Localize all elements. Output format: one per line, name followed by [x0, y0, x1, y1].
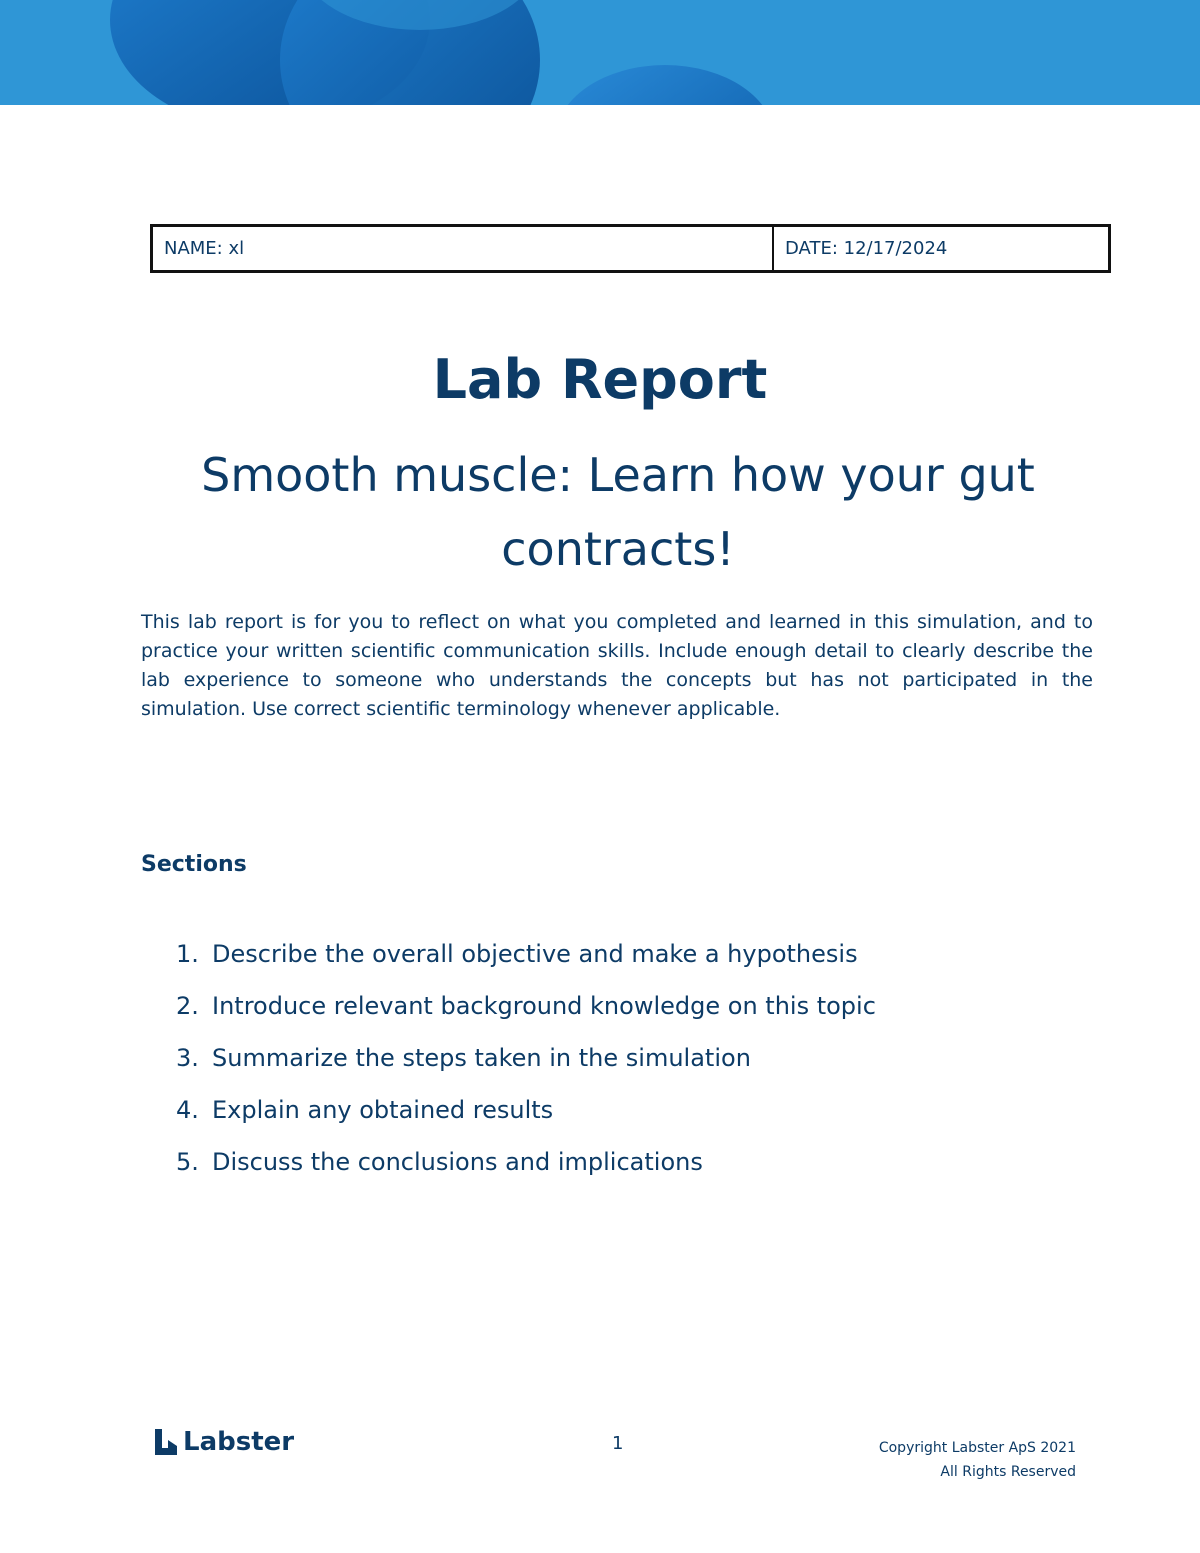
name-date-table [150, 224, 1111, 273]
decorative-blobs [0, 0, 1200, 105]
header-banner [0, 0, 1200, 105]
intro-paragraph: This lab report is for you to reflect on what you completed and learned in this simulation, and to practice your written scientific communication skills. Include enough detail to clearly describe the lab experience to someone who understands the concepts but has not participated in the simulation. Use correct scientific terminology whenever applicable. [141, 611, 1093, 720]
logo-text: Labster [183, 1427, 295, 1457]
list-item-text: Explain any obtained results [212, 1096, 554, 1124]
list-item-number: 2. [176, 992, 199, 1020]
copyright-line: Copyright Labster ApS 2021 [878, 1440, 1076, 1456]
list-item-text: Introduce relevant background knowledge on this topic [212, 992, 876, 1020]
list-item [176, 1040, 876, 1092]
list-item [176, 1144, 876, 1196]
labster-logo [153, 1427, 294, 1457]
page-subtitle: Smooth muscle: Learn how your gut contracts! [201, 448, 1035, 576]
list-item [176, 936, 876, 988]
list-item-number: 1. [176, 940, 199, 968]
list-item-number: 3. [176, 1044, 199, 1072]
list-item-text: Summarize the steps taken in the simulation [212, 1044, 751, 1072]
sections-heading: Sections [141, 852, 247, 877]
date-field[interactable]: DATE: 12/17/2024 [785, 238, 948, 259]
sections-list [176, 936, 876, 1196]
list-item-number: 4. [176, 1096, 199, 1124]
rights-line: All Rights Reserved [940, 1464, 1076, 1480]
labster-logo-icon [153, 1427, 179, 1457]
name-field[interactable]: NAME: xl [153, 227, 774, 270]
page-number: 1 [612, 1433, 624, 1454]
list-item [176, 988, 876, 1040]
copyright-notice [879, 1436, 1076, 1484]
list-item-text: Describe the overall objective and make a hypothesis [212, 940, 858, 968]
list-item-text: Discuss the conclusions and implications [212, 1148, 703, 1176]
list-item [176, 1092, 876, 1144]
page-title: Lab Report [432, 348, 768, 411]
list-item-number: 5. [176, 1148, 199, 1176]
